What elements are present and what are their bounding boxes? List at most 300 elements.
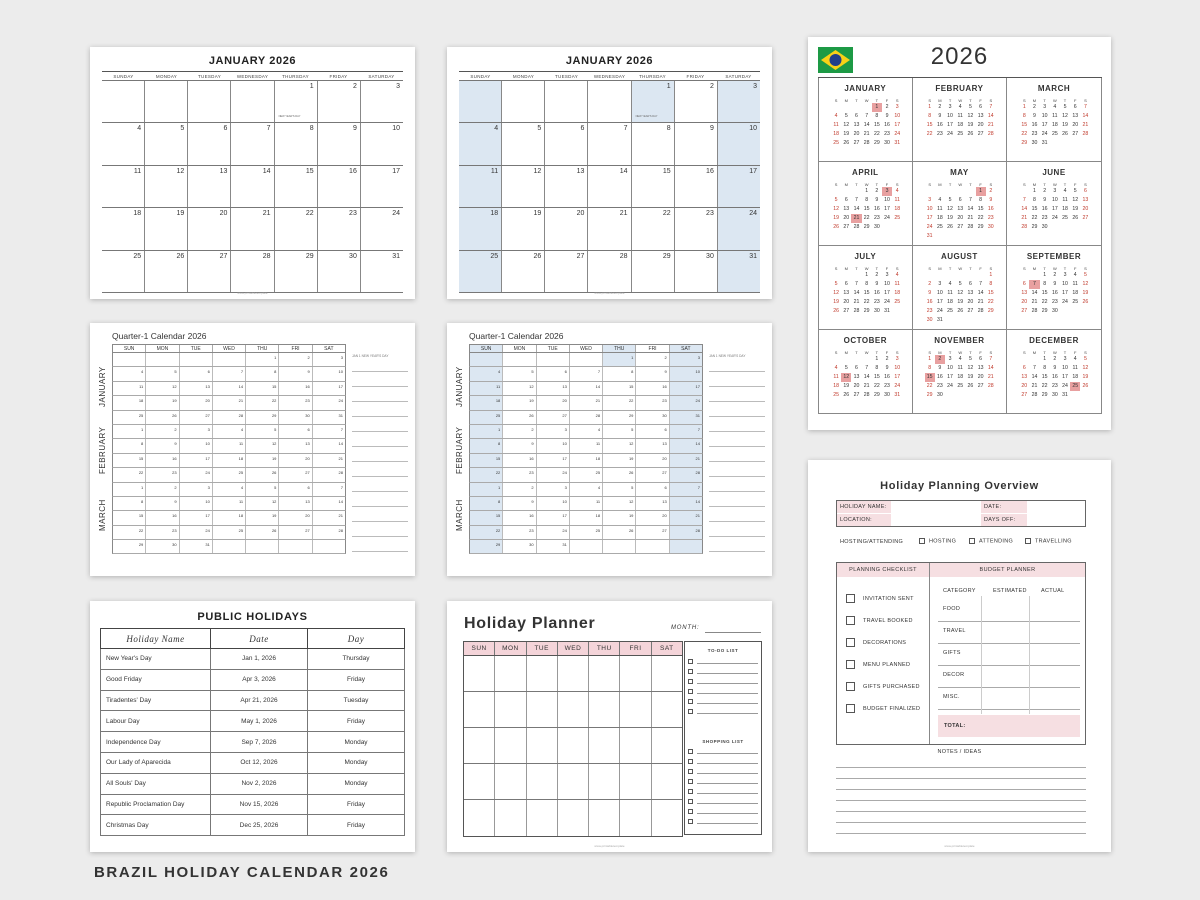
note-line[interactable] [836,789,1086,790]
note-line[interactable] [709,521,765,522]
budget-line[interactable] [938,643,1080,644]
list-item[interactable] [688,688,758,695]
public-holidays-sheet[interactable] [90,601,415,852]
day-cell[interactable] [588,81,631,122]
day-cell[interactable]: 20 [279,454,312,467]
day-cell[interactable]: 28 [338,527,343,533]
day-cell[interactable] [502,81,545,122]
day-cell[interactable]: 6 [636,425,669,438]
day-cell[interactable] [620,728,651,763]
day-cell[interactable] [558,656,589,691]
day-cell[interactable]: 3 [180,483,213,496]
checkbox-icon[interactable] [969,538,975,544]
day-cell[interactable]: 13 [180,382,213,395]
day-cell[interactable]: 11 [213,497,246,510]
day-cell[interactable] [527,800,558,836]
day-cell[interactable]: 17 [180,454,213,467]
quarter-calendar-plain[interactable] [90,323,415,576]
day-cell[interactable]: 24 [537,526,570,539]
day-cell[interactable]: 20 [279,511,312,524]
day-cell[interactable]: 18 [570,454,603,467]
day-cell[interactable] [361,81,403,122]
month-line[interactable] [705,632,761,633]
day-cell[interactable]: 1 [470,483,503,496]
day-cell[interactable]: 10 [537,439,570,452]
day-cell[interactable]: 29 [603,411,636,424]
note-line[interactable] [836,822,1086,823]
note-line[interactable] [709,431,765,432]
day-cell[interactable]: 25 [113,411,146,424]
day-cell[interactable] [313,540,345,553]
day-cell[interactable] [361,166,403,207]
day-cell[interactable]: 18 [470,396,503,409]
day-cell[interactable]: 25 [470,411,503,424]
day-cell[interactable]: 20 [180,396,213,409]
note-line[interactable] [709,476,765,477]
day-cell[interactable] [558,764,589,799]
day-cell[interactable]: 19 [246,454,279,467]
day-cell[interactable] [145,123,188,164]
checkbox-icon[interactable] [1025,538,1031,544]
checkbox-icon[interactable] [688,779,693,784]
day-cell[interactable] [102,123,145,164]
day-cell[interactable]: 2 [146,425,179,438]
month-block[interactable] [818,246,913,330]
day-cell[interactable]: 5 [603,483,636,496]
day-cell[interactable]: 21 [338,455,343,461]
day-cell[interactable] [675,208,718,249]
list-item[interactable] [688,668,758,675]
day-cell[interactable] [275,123,318,164]
january-calendar-blue[interactable] [447,47,772,299]
day-cell[interactable]: 12 [246,439,279,452]
day-cell[interactable]: 8 [113,497,146,510]
day-cell[interactable] [231,81,274,122]
day-cell[interactable]: 23 [279,396,312,409]
day-cell[interactable]: 10 [338,369,343,375]
budget-line[interactable] [938,687,1080,688]
day-cell[interactable]: 28 [670,526,702,539]
day-cell[interactable]: 5 [603,425,636,438]
note-line[interactable] [836,800,1086,801]
day-cell[interactable]: 14 [338,441,343,447]
day-cell[interactable] [113,353,146,366]
day-cell[interactable]: 22 [113,526,146,539]
day-cell[interactable]: 9 [146,497,179,510]
note-line[interactable] [836,778,1086,779]
day-cell[interactable]: 19 [146,396,179,409]
note-line[interactable] [709,491,765,492]
day-cell[interactable] [632,123,675,164]
checklist-item[interactable] [846,594,914,603]
day-cell[interactable]: 9 [636,367,669,380]
day-cell[interactable]: 8 [113,439,146,452]
day-cell[interactable]: 28 [570,411,603,424]
day-cell[interactable]: 12 [503,382,536,395]
day-cell[interactable]: 29 [246,411,279,424]
day-cell[interactable]: 28 [338,470,343,476]
checklist-item[interactable] [846,638,906,647]
day-cell[interactable]: 15 [470,454,503,467]
day-cell[interactable]: 16 [636,382,669,395]
day-cell[interactable]: 16 [146,454,179,467]
day-cell[interactable]: 30 [503,540,536,553]
hosting-checkbox[interactable]: HOSTING [919,538,956,544]
day-cell[interactable]: 25 [570,468,603,481]
day-cell[interactable]: 30 [279,411,312,424]
day-cell[interactable] [718,208,760,249]
day-cell[interactable] [361,251,403,292]
checkbox-icon[interactable] [846,704,855,713]
checkbox-icon[interactable] [846,594,855,603]
day-cell[interactable] [318,81,361,122]
day-cell[interactable]: 5 [146,367,179,380]
budget-line[interactable] [938,709,1080,710]
note-line[interactable] [352,446,408,447]
day-cell[interactable]: 26 [603,468,636,481]
day-cell[interactable]: 11 [570,497,603,510]
day-cell[interactable] [558,728,589,763]
day-cell[interactable] [275,251,318,292]
note-line[interactable] [352,506,408,507]
note-line[interactable] [352,416,408,417]
day-cell[interactable] [588,166,631,207]
note-line[interactable] [709,416,765,417]
day-cell[interactable] [318,123,361,164]
day-cell[interactable] [502,251,545,292]
day-cell[interactable]: 17 [537,454,570,467]
day-cell[interactable] [718,166,760,207]
day-cell[interactable] [188,123,231,164]
day-cell[interactable] [537,353,570,366]
day-cell[interactable]: 23 [503,468,536,481]
day-cell[interactable]: 17 [338,383,343,389]
day-cell[interactable]: 2 [503,425,536,438]
month-block[interactable] [1007,162,1102,246]
day-cell[interactable]: 27 [180,411,213,424]
day-cell[interactable] [620,692,651,727]
day-cell[interactable]: 17 [180,511,213,524]
day-cell[interactable] [718,251,760,292]
month-block[interactable] [818,78,913,162]
day-cell[interactable]: 15 [603,382,636,395]
day-cell[interactable] [675,251,718,292]
day-cell[interactable] [652,728,682,763]
day-cell[interactable] [620,656,651,691]
day-cell[interactable]: 11 [570,439,603,452]
day-cell[interactable] [188,166,231,207]
day-cell[interactable]: 7 [340,426,343,432]
day-cell[interactable] [459,81,502,122]
day-cell[interactable]: 6 [279,425,312,438]
day-cell[interactable]: 7 [670,483,702,496]
list-item[interactable] [688,818,758,825]
day-cell[interactable]: 22 [470,468,503,481]
day-cell[interactable]: 1 [246,353,279,366]
day-cell[interactable]: 8 [470,497,503,510]
day-cell[interactable]: 28 [213,411,246,424]
travelling-checkbox[interactable]: TRAVELLING [1025,538,1072,544]
budget-line[interactable] [938,665,1080,666]
day-cell[interactable] [145,166,188,207]
day-cell[interactable]: 24 [338,398,343,404]
day-cell[interactable] [545,123,588,164]
month-block[interactable] [913,78,1008,162]
day-cell[interactable]: 18 [570,511,603,524]
day-cell[interactable]: 15 [113,511,146,524]
day-cell[interactable]: 17 [670,382,702,395]
checkbox-icon[interactable] [688,709,693,714]
day-cell[interactable] [502,166,545,207]
note-line[interactable] [709,551,765,552]
day-cell[interactable] [145,251,188,292]
checklist-item[interactable] [846,682,920,691]
checkbox-icon[interactable] [688,759,693,764]
day-cell[interactable]: 15 [113,454,146,467]
day-cell[interactable] [188,208,231,249]
day-cell[interactable]: 23 [146,468,179,481]
day-cell[interactable] [588,208,631,249]
day-cell[interactable]: 4 [570,425,603,438]
day-cell[interactable]: 9 [503,439,536,452]
month-block[interactable] [818,330,913,414]
list-item[interactable] [688,658,758,665]
day-cell[interactable] [718,123,760,164]
checkbox-icon[interactable] [919,538,925,544]
day-cell[interactable] [675,81,718,122]
day-cell[interactable]: 13 [537,382,570,395]
note-line[interactable] [836,767,1086,768]
month-block[interactable] [1007,246,1102,330]
note-line[interactable] [352,476,408,477]
day-cell[interactable]: 2 [636,353,669,366]
day-cell[interactable] [527,656,558,691]
checkbox-icon[interactable] [688,679,693,684]
day-cell[interactable] [180,353,213,366]
day-cell[interactable] [275,166,318,207]
month-block[interactable] [913,246,1008,330]
day-cell[interactable] [361,208,403,249]
day-cell[interactable]: 13 [636,497,669,510]
list-item[interactable] [688,708,758,715]
day-cell[interactable]: 25 [570,526,603,539]
day-cell[interactable]: 7 [340,484,343,490]
day-cell[interactable] [527,728,558,763]
day-cell[interactable]: 27 [636,468,669,481]
day-cell[interactable]: 10 [670,367,702,380]
day-cell[interactable]: 31 [338,412,343,418]
day-cell[interactable] [102,251,145,292]
day-cell[interactable]: 26 [246,526,279,539]
day-cell[interactable]: 14 [670,439,702,452]
note-line[interactable] [709,461,765,462]
note-line[interactable] [709,506,765,507]
day-cell[interactable] [102,166,145,207]
day-cell[interactable] [361,123,403,164]
day-cell[interactable]: 4 [113,367,146,380]
day-cell[interactable]: 25 [213,468,246,481]
day-cell[interactable] [102,208,145,249]
note-line[interactable] [709,371,765,372]
day-cell[interactable] [589,764,620,799]
day-cell[interactable]: 3 [537,483,570,496]
day-cell[interactable]: 9 [279,367,312,380]
day-cell[interactable]: 10 [180,497,213,510]
day-cell[interactable] [589,692,620,727]
note-line[interactable] [709,401,765,402]
day-cell[interactable]: 14 [670,497,702,510]
day-cell[interactable]: 5 [246,425,279,438]
day-cell[interactable]: 12 [603,497,636,510]
day-cell[interactable] [652,656,682,691]
day-cell[interactable] [632,81,675,122]
day-cell[interactable] [459,166,502,207]
checkbox-icon[interactable] [688,669,693,674]
day-cell[interactable] [495,800,526,836]
day-cell[interactable] [632,251,675,292]
checkbox-icon[interactable] [688,659,693,664]
month-block[interactable] [913,330,1008,414]
checkbox-icon[interactable] [688,789,693,794]
day-cell[interactable]: 30 [636,411,669,424]
day-cell[interactable] [652,800,682,836]
day-cell[interactable] [318,251,361,292]
day-cell[interactable]: 15 [246,382,279,395]
day-cell[interactable] [495,764,526,799]
day-cell[interactable] [632,166,675,207]
day-cell[interactable] [318,208,361,249]
day-cell[interactable] [588,251,631,292]
day-cell[interactable] [464,764,495,799]
day-cell[interactable]: 4 [470,367,503,380]
planning-overview-sheet[interactable] [808,460,1111,852]
day-cell[interactable]: 16 [146,511,179,524]
day-cell[interactable] [652,764,682,799]
day-cell[interactable]: 13 [636,439,669,452]
list-item[interactable] [688,768,758,775]
day-cell[interactable]: 26 [146,411,179,424]
day-cell[interactable]: 31 [670,411,702,424]
list-item[interactable] [688,808,758,815]
note-line[interactable] [352,536,408,537]
day-cell[interactable] [213,540,246,553]
day-cell[interactable] [558,800,589,836]
day-cell[interactable]: 4 [570,483,603,496]
day-cell[interactable]: 12 [603,439,636,452]
note-line[interactable] [352,386,408,387]
day-cell[interactable]: 9 [146,439,179,452]
day-cell[interactable] [102,81,145,122]
day-cell[interactable] [188,251,231,292]
day-cell[interactable]: 21 [570,396,603,409]
day-cell[interactable] [620,764,651,799]
day-cell[interactable]: 8 [246,367,279,380]
day-cell[interactable] [545,166,588,207]
day-cell[interactable]: 3 [340,355,343,360]
checkbox-icon[interactable] [688,799,693,804]
january-calendar-plain[interactable] [90,47,415,299]
checkbox-icon[interactable] [846,682,855,691]
day-cell[interactable] [675,123,718,164]
day-cell[interactable] [502,123,545,164]
day-cell[interactable]: 25 [213,526,246,539]
day-cell[interactable]: 13 [279,439,312,452]
day-cell[interactable]: 27 [537,411,570,424]
list-item[interactable] [688,678,758,685]
day-cell[interactable]: 7 [670,425,702,438]
day-cell[interactable] [589,800,620,836]
day-cell[interactable] [464,800,495,836]
day-cell[interactable] [188,81,231,122]
day-cell[interactable]: 11 [470,382,503,395]
list-item[interactable] [688,798,758,805]
day-cell[interactable] [459,208,502,249]
day-cell[interactable] [675,166,718,207]
day-cell[interactable]: 1 [113,425,146,438]
day-cell[interactable] [589,656,620,691]
day-cell[interactable]: 21 [670,454,702,467]
day-cell[interactable] [570,353,603,366]
day-cell[interactable]: 1 [113,483,146,496]
day-cell[interactable]: 14 [338,498,343,504]
day-cell[interactable]: 1 [603,353,636,366]
note-line[interactable] [352,401,408,402]
note-line[interactable] [709,446,765,447]
checkbox-icon[interactable] [688,689,693,694]
checklist-item[interactable] [846,660,910,669]
day-cell[interactable] [470,353,503,366]
day-cell[interactable]: 23 [146,526,179,539]
month-block[interactable] [1007,330,1102,414]
holiday-planner-sheet[interactable] [447,601,772,852]
day-cell[interactable]: 4 [213,483,246,496]
note-line[interactable] [836,811,1086,812]
note-line[interactable] [709,386,765,387]
day-cell[interactable] [718,81,760,122]
day-cell[interactable] [620,800,651,836]
day-cell[interactable] [464,692,495,727]
day-cell[interactable] [636,540,669,553]
day-cell[interactable]: 22 [470,526,503,539]
day-cell[interactable]: 20 [636,454,669,467]
day-cell[interactable]: 9 [503,497,536,510]
day-cell[interactable] [145,81,188,122]
day-cell[interactable]: 27 [636,526,669,539]
list-item[interactable] [688,758,758,765]
day-cell[interactable]: 22 [603,396,636,409]
day-cell[interactable]: 27 [279,526,312,539]
day-cell[interactable] [570,540,603,553]
day-cell[interactable]: 19 [503,396,536,409]
day-cell[interactable] [502,208,545,249]
day-cell[interactable]: 12 [146,382,179,395]
list-item[interactable] [688,788,758,795]
list-item[interactable] [688,698,758,705]
day-cell[interactable]: 24 [180,526,213,539]
day-cell[interactable] [279,540,312,553]
day-cell[interactable] [545,251,588,292]
day-cell[interactable] [558,692,589,727]
checkbox-icon[interactable] [688,809,693,814]
day-cell[interactable]: 20 [537,396,570,409]
day-cell[interactable]: 21 [338,513,343,519]
day-cell[interactable]: 3 [537,425,570,438]
checklist-item[interactable] [846,616,913,625]
day-cell[interactable]: 27 [279,468,312,481]
day-cell[interactable] [527,692,558,727]
day-cell[interactable]: 19 [603,511,636,524]
day-cell[interactable]: 14 [570,382,603,395]
